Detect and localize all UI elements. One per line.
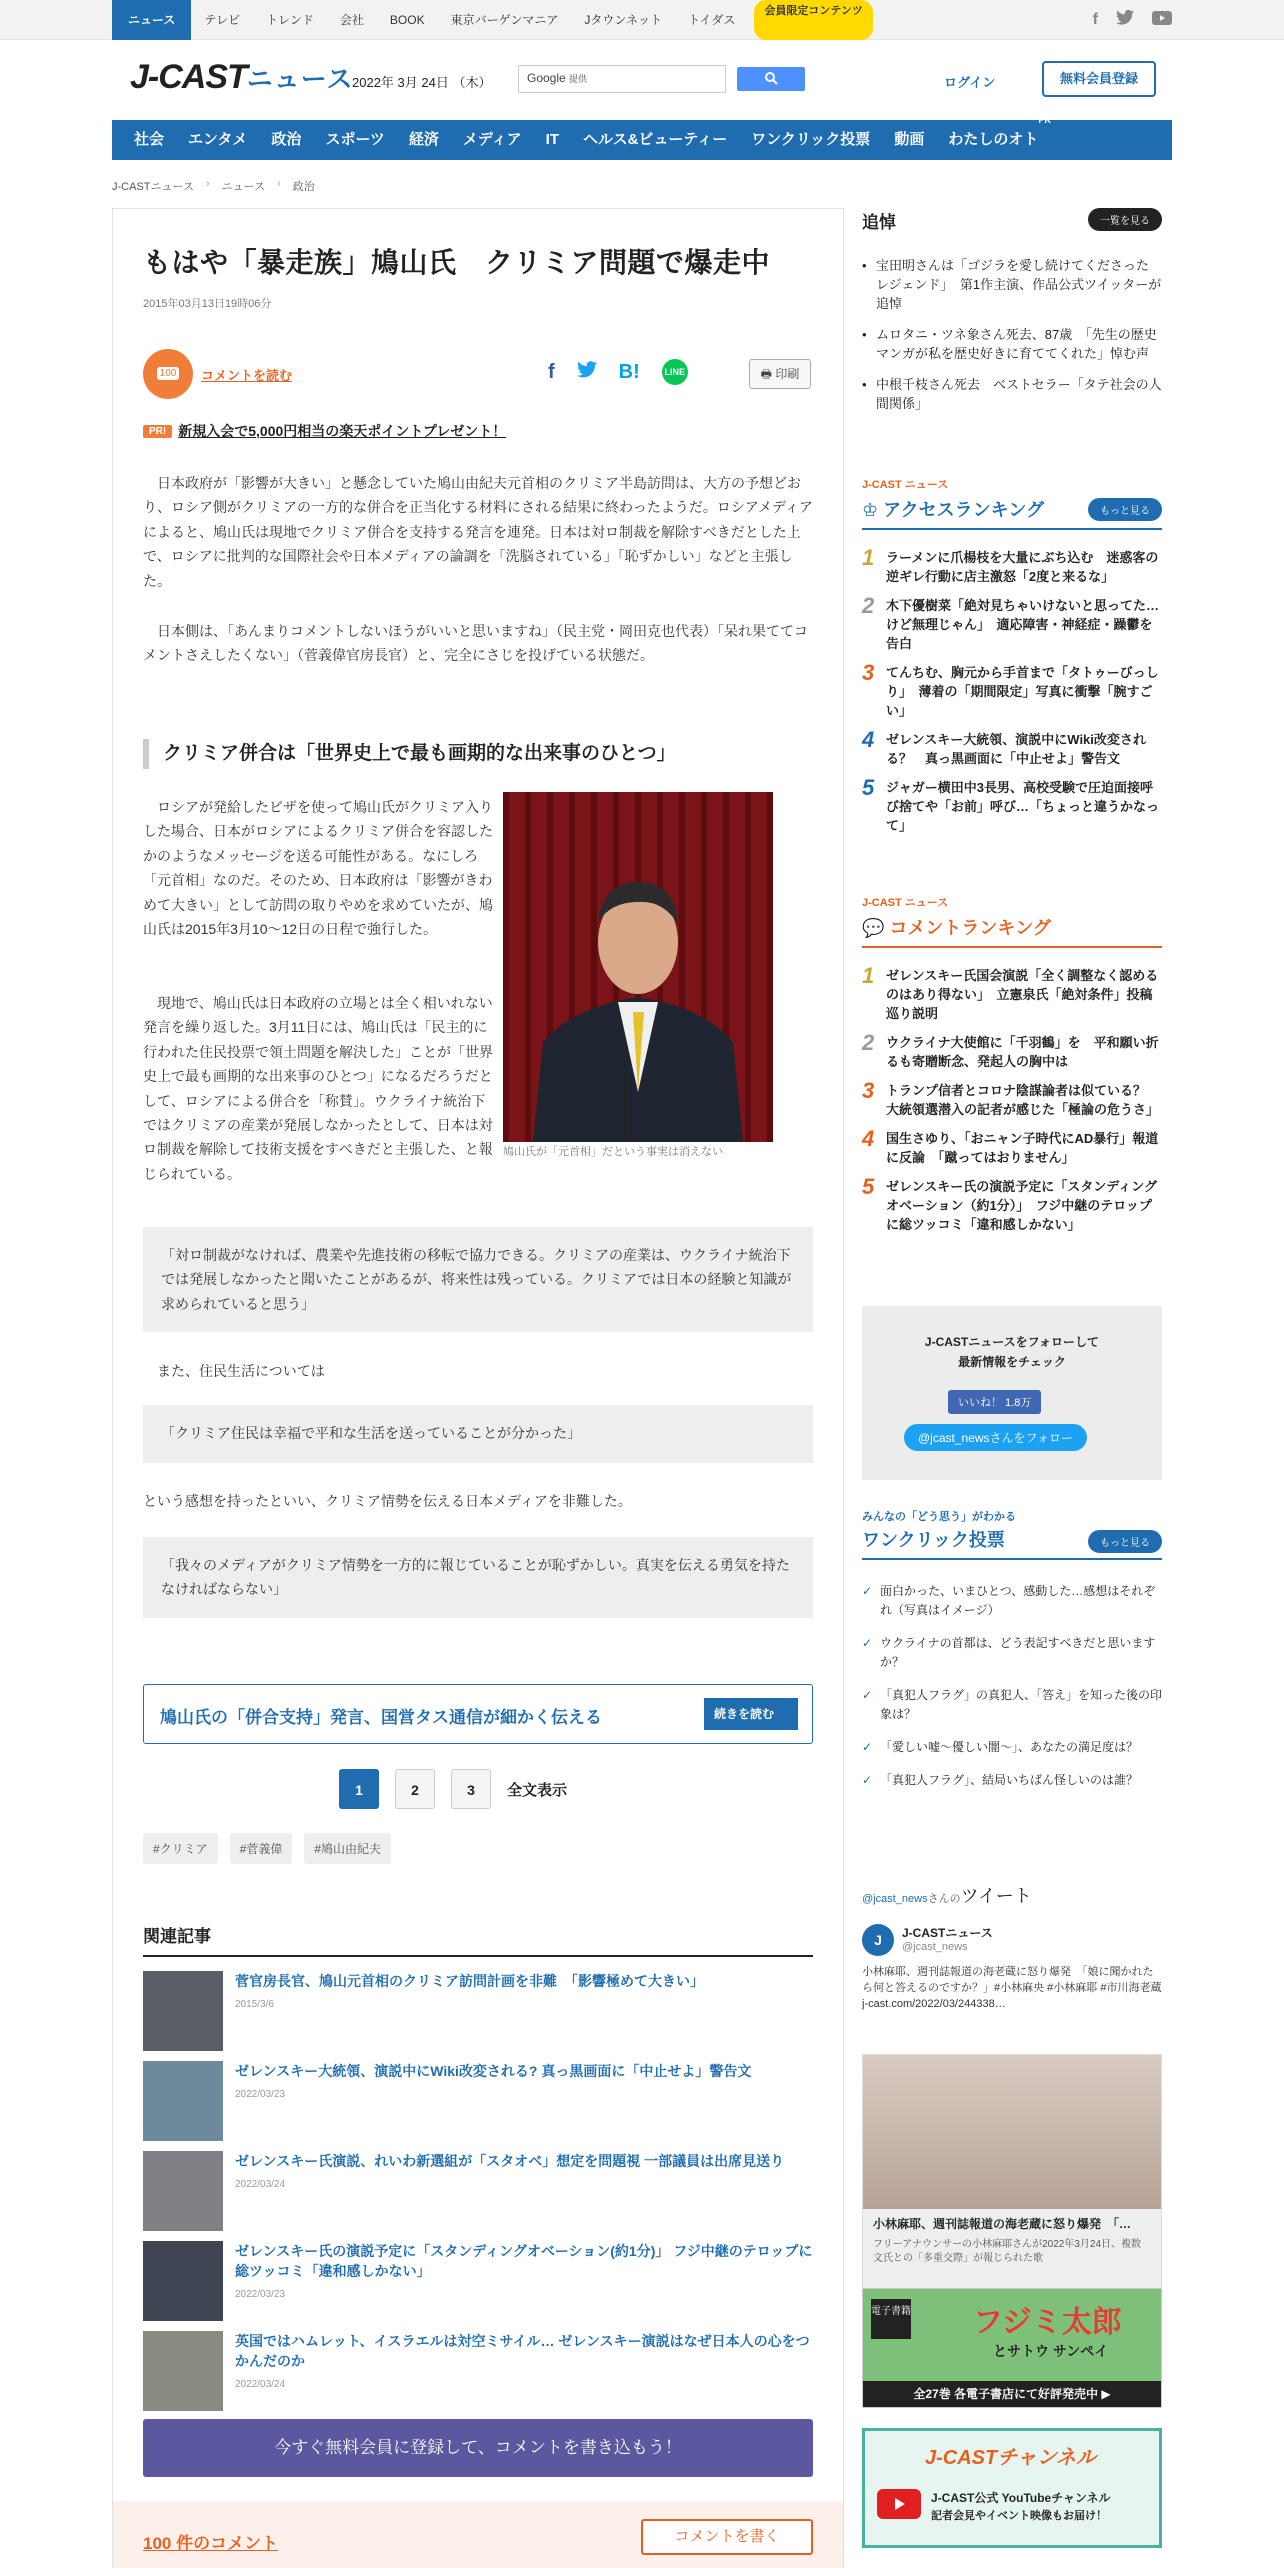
member-content-pill[interactable]: 会員限定コンテンツ [754,0,872,40]
article-quote: 「対ロ制裁がなければ、農業や先進技術の移転で協力できる。クリミアの産業は、ウクライナ統治下では発展しなかったと聞いたことがあるが、将来性は残っている。クリミアでは日本の経験と知識が求められていると思う」 [143,1227,813,1332]
page-2[interactable]: 2 [395,1769,435,1809]
read-comments-link[interactable]: コメントを読む [201,368,293,383]
continue-button[interactable]: 続きを読む [704,1698,798,1730]
comment-footer [113,2501,843,2568]
related-item[interactable]: 菅官房長官、鳩山元首相のクリミア訪問計画を非難 「影響極めて大きい」 2015/3/6 [143,1971,813,2053]
pr-link[interactable]: PR! 新規入会で5,000円相当の楽天ポイントプレゼント！ [143,421,506,441]
facebook-icon[interactable]: f [1092,11,1098,28]
facebook-share-icon[interactable]: f [548,360,555,383]
vote-item[interactable]: ✓ 「真犯人フラグ」、結局いちばん怪しいのは誰？ [862,1771,1162,1790]
list-item[interactable]: • 宝田明さんは「ゴジラを愛し続けてくださったレジェンド」 第1作主演、作品公式ツイッターが追悼 [862,252,1162,321]
site-nav [112,0,873,40]
article-paragraph: また、住民生活については [157,1363,325,1379]
article-quote: 「我々のメディアがクリミア情勢を一方的に報じていることが恥ずかしい。真実を伝える勇気を持たなければならない」 [143,1537,813,1618]
nav-item-economy[interactable]: 経済 [408,131,439,148]
speech-bubble-icon: 💬 [862,918,885,938]
list-item[interactable]: • ムロタニ・ツネ象さん死去、87歳 「先生の歴史マンガが私を歴史好きに育ててくれた」悼む声 [862,321,1162,371]
nav-item-vote[interactable]: ワンクリック投票 [751,131,871,148]
related-item[interactable]: ゼレンスキー氏の演説予定に「スタンディングオベーション(約1分)」 フジ中継のテロップに総ツッコミ「違和感しかない」 2022/03/23 [143,2241,813,2323]
site-nav-toidas[interactable]: トイダス [687,13,736,27]
top-bar [0,0,1284,40]
ranking-item[interactable]: 3 てんちむ、胸元から手首まで「タトゥーびっしり」 薄着の「期間限定」写真に衝撃「腕すごい」 [862,660,1159,718]
vote-item[interactable]: ✓ 「真犯人フラグ」の真犯人、「答え」を知った後の印象は？ [862,1686,1162,1724]
comment-ranking-heading: 💬 コメントランキング [862,914,1162,948]
comment-count-badge[interactable]: 100 [143,349,193,399]
facebook-like-button[interactable]: いいね！ 1.8万 [948,1390,1041,1414]
tag-hatoyama[interactable]: #鳩山由紀夫 [304,1833,391,1864]
search-input[interactable]: Google 提供 [518,65,726,93]
nav-item-entertainment[interactable]: エンタメ [188,131,248,148]
tweet-text[interactable]: 小林麻耶、週刊誌報道の海老蔵に怒り爆発 「娘に聞かれたら何と答えるのですか？」#小林麻央 #小林麻耶 #市川海老蔵 j-cast.com/2022/03/244338… [862,1966,1162,2010]
photo-caption: 鳩山氏が「元首相」だという事実は消えない [503,1146,723,1158]
print-button[interactable]: 🖶 印刷 [749,359,811,389]
breadcrumb-politics[interactable]: 政治 [292,181,315,193]
header [112,40,1172,120]
article-paragraph: 現地で、鳩山氏は日本政府の立場とは全く相いれない発言を繰り返した。3月11日には、鳩山氏は「民主的に行われた住民投票で領土問題を解決した」ことが「世界史上で最も画期的な出来事のひとつ」になるだろうだとして、ロシアによる併合を「称賛」。ウクライナ統治下ではクリミアの産業が発展しなかったとして、日本は対ロ制裁を解除して技術支援をすべきだと主張した、と報じられている。 [143,995,493,1182]
list-item[interactable]: • 中根千枝さん死去 ベストセラー「タテ社会の人間関係」 [862,371,1162,421]
ranking-item[interactable]: 3 トランプ信者とコロナ陰謀論者は似ている？ 大統領選潜入の記者が感じた「極論の危うさ」 [862,1078,1160,1117]
vote-item[interactable]: ✓ ウクライナの首都は、どう表記すべきだと思いますか？ [862,1634,1162,1672]
ranking-item[interactable]: 1 ラーメンに爪楊枝を大量にぶち込む 迷惑客の逆ギレ行動に店主激怒「2度と来るな」 [862,545,1159,584]
follow-box: J-CASTニュースをフォローして 最新情報をチェック いいね！ 1.8万 @jcast_newsさんをフォロー [862,1306,1162,1480]
related-thumbnail [143,1971,223,2051]
social-links [1093,10,1172,30]
article-paragraph: 日本政府が「影響が大きい」と懸念していた鳩山由紀夫元首相のクリミア半島訪問は、大方の予想どおり、ロシア側がクリミアの一方的な併合を正当化する材料にされる結果に終わったようだ。ロシアメディアによると、鳩山氏は現地でクリミア併合を支持する発言を連発。日本は対ロ制裁を解除すべきだとした上で、ロシアに批判的な国際社会や日本メディアの論調を「洗脳されている」「恥ずかしい」などと主張した。 [143,475,813,589]
page-1[interactable]: 1 [339,1769,379,1809]
register-cta-button[interactable]: 今すぐ無料会員に登録して、コメントを書き込もう！ [143,2419,813,2477]
vote-label: みんなの「どう思う」がわかる [862,1511,1016,1523]
related-thumbnail [143,2061,223,2141]
site-nav-tv[interactable]: テレビ [204,13,241,27]
full-text-link[interactable]: 全文表示 [507,1781,568,1799]
continue-title[interactable]: 鳩山氏の「併合支持」発言、国営タス通信が細かく伝える [160,1708,602,1727]
twitter-icon[interactable] [1116,10,1134,30]
nav-item-media[interactable]: メディア [462,131,522,148]
nav-item-politics[interactable]: 政治 [271,131,302,148]
register-button[interactable]: 無料会員登録 [1042,61,1156,97]
login-link[interactable]: ログイン [944,75,996,90]
tweet-widget: @jcast_newsさんのツイート J J-CASTニュース @jcast_news 小林麻耶、週刊誌報道の海老蔵に怒り爆発 「娘に聞かれたら何と答えるのですか？」#小林麻央 #小林麻耶 #市川海老蔵 j-cast.com/2022/03/244338… [862,1886,1162,2010]
twitter-follow-button[interactable]: @jcast_newsさんをフォロー [904,1424,1087,1451]
vote-list [862,1582,1162,1804]
vote-item[interactable]: ✓ 「愛しい嘘～優しい闇～」、あなたの満足度は？ [862,1738,1162,1757]
ranking-item[interactable]: 5 ゼレンスキー氏の演説予定に「スタンディングオベーション（約1分）」 フジ中継のテロップに総ツッコミ「違和感しかない」 [862,1174,1157,1232]
ranking-item[interactable]: 5 ジャガー横田中3長男、高校受験で圧迫面接呼び捨てや「お前」呼び…「ちょっと違うかなって」 [862,775,1160,833]
ad-banner[interactable]: 小林麻耶、週刊誌報道の海老蔵に怒り爆発 「… フリーアナウンサーの小林麻耶さんが2022年3月24日、複数文氏との「多重交際」が報じられた歌 [862,2054,1162,2292]
site-nav-book[interactable]: BOOK [389,13,425,27]
write-comment-button[interactable]: コメントを書く [641,2519,813,2555]
article-title: もはや「暴走族」鳩山氏 クリミア問題で爆走中 [143,247,771,278]
access-label: J-CAST ニュース [862,479,949,491]
ranking-item[interactable]: 4 国生さゆり、「おニャン子時代にAD暴行」報道に反論 「蹴ってはおりません」 [862,1126,1159,1165]
search-button[interactable] [737,67,805,91]
site-nav-bargain[interactable]: 東京バーゲンマニア [450,13,559,27]
category-nav [112,115,1172,160]
nav-item-health[interactable]: ヘルス&ビューティー [583,131,728,148]
vote-item[interactable]: ✓ 面白かった、いまひとつ、感動した…感想はそれぞれ（写真はイメージ） [862,1582,1162,1620]
nav-item-society[interactable]: 社会 [134,131,165,148]
site-nav-news[interactable]: ニュース [112,0,191,40]
continue-box[interactable] [143,1684,813,1744]
tag-crimea[interactable]: #クリミア [143,1833,218,1864]
tag-suga[interactable]: #菅義偉 [230,1833,293,1864]
article-date: 2015年03月13日19時06分 [143,298,272,310]
vote-more-button[interactable]: もっと見る [1088,1530,1162,1553]
tsuioku-heading: 追悼 [862,213,896,232]
avatar: J [862,1924,894,1956]
article-paragraph: という感想を持ったといい、クリミア情勢を伝える日本メディアを非難した。 [143,1493,632,1509]
article-photo [503,792,773,1142]
access-ranking-list [862,545,1162,845]
nav-item-watashi[interactable]: わたしのオト$^{PR}$ [948,115,1051,148]
ranking-item[interactable]: 2 ウクライナ大使館に「千羽鶴」を 平和願い折るも寄贈断念、発起人の胸中は [862,1030,1159,1069]
tsuioku-all-button[interactable]: 一覧を見る [1088,208,1162,231]
related-thumbnail [143,2151,223,2231]
access-ranking-heading: ♔ アクセスランキング [862,496,1162,530]
site-nav-company[interactable]: 会社 [339,13,364,27]
article-quote: 「クリミア住民は幸福で平和な生活を送っていることが分かった」 [143,1405,813,1463]
article-paragraph: ロシアが発給したビザを使って鳩山氏がクリミア入りした場合、日本がロシアによるクリミア併合を容認したかのようなメッセージを送る可能性がある。なにしろ「元首相」なのだ。そのため、日本政府は「影響がきわめて大きい」として訪問の取りやめを求めていたが、鳩山氏は2015年3月10～12日の日程で強行した。 [143,799,493,938]
crown-icon: ♔ [862,500,879,520]
youtube-icon [877,2489,921,2519]
vote-heading: ワンクリック投票 [862,1526,1162,1560]
breadcrumb: J-CASTニュース › ニュース › 政治 [112,178,315,193]
share-buttons [548,359,688,385]
ranking-item[interactable]: 4 ゼレンスキー大統領、演説中にWiki改変される？ 真っ黒画面に「中止せよ」警告文 [862,727,1146,766]
related-thumbnail [143,2241,223,2321]
article-subheading: クリミア併合は「世界史上で最も画期的な出来事のひとつ」 [143,739,813,769]
breadcrumb-home[interactable]: J-CASTニュース [112,181,194,193]
hatena-bookmark-icon[interactable]: B! [618,360,640,383]
pagination [339,1769,567,1809]
twitter-share-icon[interactable] [577,361,597,384]
comment-label: J-CAST ニュース [862,897,949,909]
follow-text: J-CASTニュースをフォローして [924,1335,1100,1349]
ranking-item[interactable]: 2 木下優樹菜「絶対見ちゃいけないと思ってた…けど無理じゃん」 適応障害・神経症・躁鬱を告白 [862,593,1160,651]
ad-banner[interactable]: J-CASTチャンネル J-CAST公式 YouTubeチャンネル 記者会見やイベント映像もお届け！ [862,2428,1162,2548]
breadcrumb-news[interactable]: ニュース [221,181,266,193]
article-paragraph: 日本側は、「あんまりコメントしないほうがいいと思いますね」（民主党・岡田克也代表）「呆れ果ててコメントさえしたくない」（菅義偉官房長官）と、完全にさじを投げている状態だ。 [143,623,808,664]
comment-count-link[interactable]: 100 件のコメント [143,2534,279,2553]
related-item[interactable]: ゼレンスキー大統領、演説中にWiki改変される? 真っ黒画面に「中止せよ」警告文 2022/03/23 [143,2061,813,2143]
ad-banner[interactable]: 電子書籍 フジミ太郎 とサトウ サンペイ 全27巻 各電子書店にて好評発売中 ▶ [862,2288,1162,2408]
related-item[interactable]: 英国ではハムレット、イスラエルは対空ミサイル… ゼレンスキー演説はなぜ日本人の心をつかんだのか 2022/03/24 [143,2331,813,2413]
tag-list [143,1833,391,1864]
site-nav-jtown[interactable]: Jタウンネット [584,13,662,27]
nav-item-video[interactable]: 動画 [894,131,925,148]
page-3[interactable]: 3 [451,1769,491,1809]
site-nav-trend[interactable]: トレンド [266,13,314,27]
nav-item-sports[interactable]: スポーツ [325,131,385,148]
tsuioku-list [862,252,1162,421]
youtube-icon[interactable] [1152,11,1172,30]
current-date: 2022年 3月 24日 （木） [352,75,492,90]
search-icon [765,72,778,85]
related-item[interactable]: ゼレンスキー氏演説、れいわ新選組が「スタオベ」想定を問題視 一部議員は出席見送り 2022/03/24 [143,2151,813,2233]
nav-item-it[interactable]: IT [545,131,560,148]
related-thumbnail [143,2331,223,2411]
line-share-icon[interactable]: LINE [662,359,688,385]
access-more-button[interactable]: もっと見る [1088,498,1162,521]
comment-ranking-list [862,963,1162,1244]
article-column [112,208,844,2568]
ranking-item[interactable]: 1 ゼレンスキー氏国会演説「全く調整なく認めるのはあり得ない」 立憲泉氏「絶対条件」投稿巡り説明 [862,963,1159,1021]
site-logo[interactable]: J-CASTニュース [130,58,354,96]
related-heading: 関連記事 [143,1922,813,1957]
